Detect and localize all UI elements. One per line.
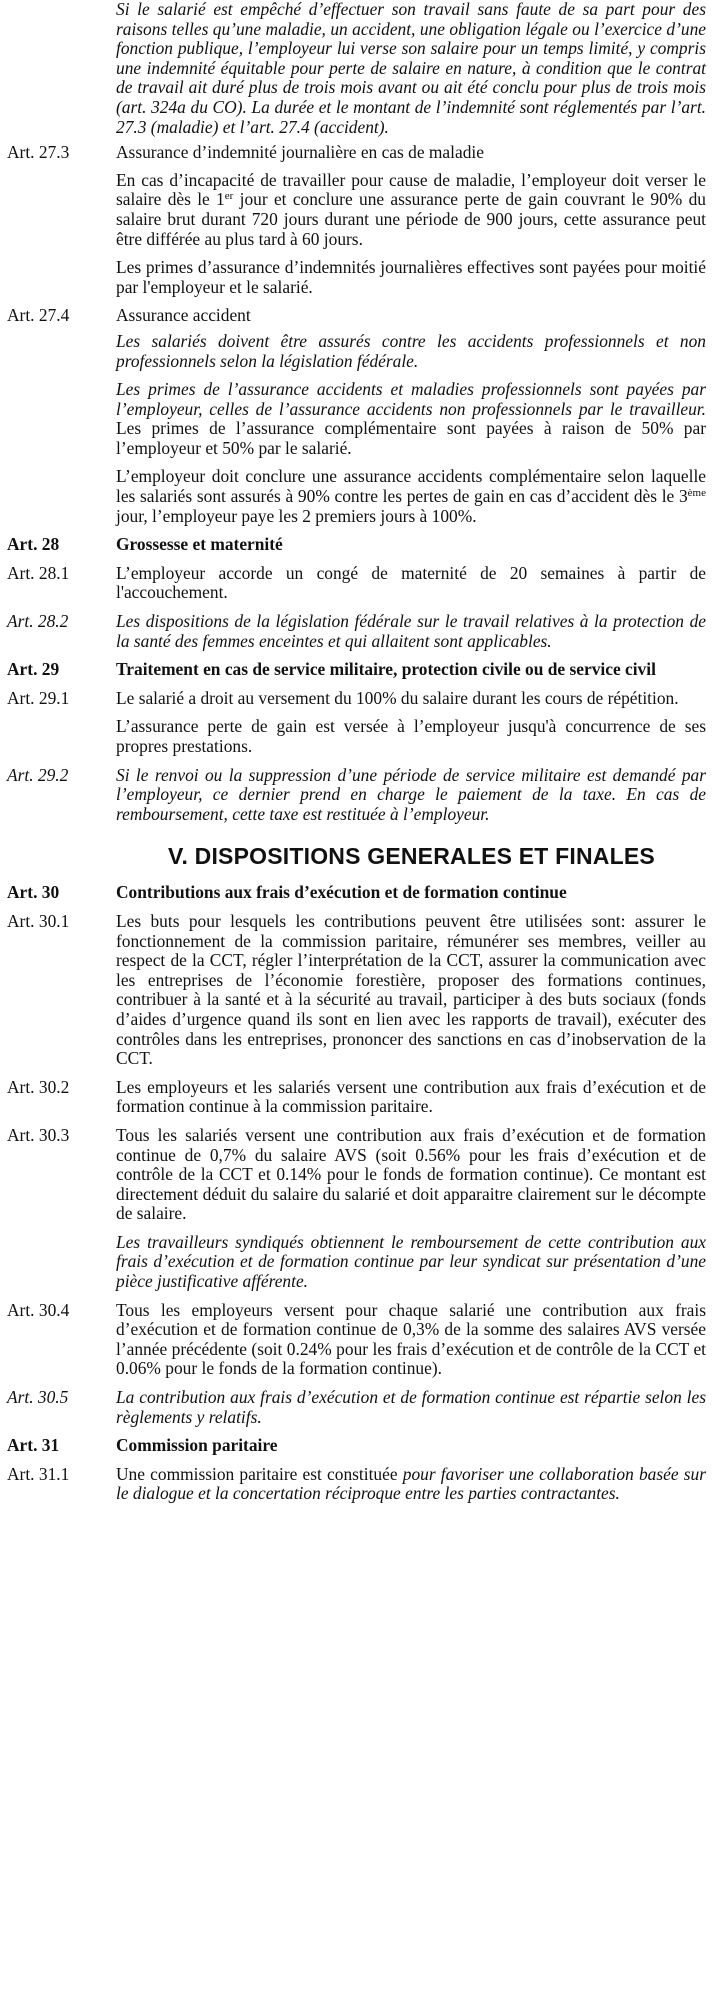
text-part: Les primes de l’assurance complémentaire sont payées à raison de 50% par l’employeur et 50% par le salarié. xyxy=(116,418,706,458)
article-title: Grossesse et maternité xyxy=(116,534,283,555)
article-title: Contributions aux frais d’exécution et de formation continue xyxy=(116,882,567,903)
article-paragraph: Tous les salariés versent une contribution aux frais d’exécution et de formation continue de 0,7% du salaire AVS (soit 0.56% pour les frais d’exécution et de contrôle de la CCT et 0.14% pour le fonds de formation continue). Ce montant est directement déduit du salaire du salarié et doit apparaitre clairement sur le décompte de salaire. xyxy=(116,1124,706,1224)
article-31-1 xyxy=(0,1465,713,1504)
article-paragraph xyxy=(116,467,706,526)
text-part: Les primes de l’assurance accidents et maladies professionnels sont payées par l’employeur, celles de l’assurance accidents non professionnels par le travailleur. xyxy=(116,379,706,419)
article-number: Art. 30.1 xyxy=(7,910,70,931)
article-paragraph: Les travailleurs syndiqués obtiennent le remboursement de cette contribution aux frais d’exécution et de formation continue par leur syndicat sur présentation d’une pièce justificative afférente. xyxy=(116,1231,706,1292)
article-paragraph: Les buts pour lesquels les contributions peuvent être utilisées sont: assurer le fonctionnement de la commission paritaire, rémunérer ses membres, veiller au respect de la CCT, régler l’interprétation de la CCT, assurer la communication avec les entreprises de l’économie forestière, proposer des formations continues, contribuer à la santé et à la sécurité au travail, participer à des buts sociaux (fonds d’aides d’urgence quand ils sont en lien avec les rapports de travail), exécuter des contrôles dans les entreprises, prononcer des sanctions en cas d’inobservation de la CCT. xyxy=(116,910,706,1069)
article-number: Art. 29.2 xyxy=(7,764,69,785)
text-part: Une commission paritaire est constituée xyxy=(116,1463,403,1484)
article-paragraph: Les dispositions de la législation fédérale sur le travail relatives à la protection de la santé des femmes enceintes et qui allaitent sont applicables. xyxy=(116,611,706,651)
article-number: Art. 28 xyxy=(7,534,60,555)
article-29-1 xyxy=(0,689,713,757)
article-number: Art. 28.2 xyxy=(7,611,69,632)
article-title: Assurance d’indemnité journalière en cas de maladie xyxy=(116,142,484,163)
article-29 xyxy=(0,660,713,680)
intro-block xyxy=(0,0,713,137)
article-number: Art. 29 xyxy=(7,659,60,680)
article-paragraph: Le salarié a droit au versement du 100% du salaire durant les cours de répétition. xyxy=(116,687,679,708)
section-heading: V. DISPOSITIONS GENERALES ET FINALES xyxy=(168,843,655,870)
article-30 xyxy=(0,883,713,903)
article-27-4 xyxy=(0,306,713,526)
text-part: L’employeur doit conclure une assurance accidents complémentaire selon laquelle les salariés sont assurés à 90% contre les pertes de gain en cas d’accident dès le 3 xyxy=(116,466,706,507)
article-paragraph: Si le renvoi ou la suppression d’une période de service militaire est demandé par l’employeur, ce dernier prend en charge le paiement de la taxe. En cas de remboursement, cette taxe est restituée à l’employeur. xyxy=(116,764,706,824)
article-28-1 xyxy=(0,564,713,603)
article-number: Art. 31.1 xyxy=(7,1463,70,1484)
article-number: Art. 30.3 xyxy=(7,1124,70,1145)
article-number: Art. 30.2 xyxy=(7,1076,70,1097)
article-title: Commission paritaire xyxy=(116,1435,278,1456)
article-paragraph xyxy=(116,1465,706,1504)
article-number: Art. 30.4 xyxy=(7,1299,70,1320)
article-30-4 xyxy=(0,1301,713,1379)
article-paragraph xyxy=(116,380,706,458)
article-paragraph: L’employeur accorde un congé de maternité de 20 semaines à partir de l'accouchement. xyxy=(116,562,706,603)
article-30-3 xyxy=(0,1126,713,1292)
article-paragraph: Les primes d’assurance d’indemnités journalières effectives sont payées pour moitié par l'employeur et le salarié. xyxy=(116,257,706,297)
article-number: Art. 29.1 xyxy=(7,687,70,708)
article-28 xyxy=(0,535,713,555)
article-number: Art. 31 xyxy=(7,1435,60,1456)
article-paragraph: Les salariés doivent être assurés contre les accidents professionnels et non professionnels selon la législation fédérale. xyxy=(116,330,706,371)
text-part: jour et conclure une assurance perte de gain couvrant le 90% du salaire brut durant 720 jours durant une période de 900 jours, cette assurance peut être différée au plus tard à 60 jours. xyxy=(116,189,706,249)
article-number: Art. 27.4 xyxy=(7,305,70,326)
article-30-2 xyxy=(0,1078,713,1117)
article-number: Art. 30 xyxy=(7,882,60,903)
article-30-5 xyxy=(0,1388,713,1427)
article-title: Traitement en cas de service militaire, protection civile ou de service civil xyxy=(116,659,656,680)
article-number: Art. 30.5 xyxy=(7,1387,69,1408)
article-paragraph: L’assurance perte de gain est versée à l’employeur jusqu'à concurrence de ses propres prestations. xyxy=(116,716,706,756)
article-paragraph: La contribution aux frais d’exécution et de formation continue est répartie selon les règlements y relatifs. xyxy=(116,1387,706,1427)
article-30-1 xyxy=(0,912,713,1069)
article-paragraph: Les employeurs et les salariés versent une contribution aux frais d’exécution et de formation continue à la commission paritaire. xyxy=(116,1076,706,1117)
text-part: jour, l’employeur paye les 2 premiers jours à 100%. xyxy=(116,505,477,526)
article-number: Art. 27.3 xyxy=(7,142,70,163)
superscript: ème xyxy=(687,487,706,500)
article-number: Art. 28.1 xyxy=(7,562,70,583)
article-paragraph xyxy=(116,171,706,249)
article-28-2 xyxy=(0,612,713,651)
article-paragraph: Tous les employeurs versent pour chaque salarié une contribution aux frais d’exécution et de formation continue de 0,3% de la somme des salaires AVS versée l’année précédente (soit 0.24% pour les frais d’exécution et de contrôle de la CCT et 0.06% pour le fonds de la formation continue). xyxy=(116,1299,706,1379)
article-29-2 xyxy=(0,766,713,825)
article-31 xyxy=(0,1436,713,1456)
superscript: er xyxy=(224,190,234,203)
text-part: En cas d’incapacité de travailler pour cause de maladie, l’employeur doit verser le salaire dès le 1 xyxy=(116,169,706,210)
article-title: Assurance accident xyxy=(116,305,251,326)
article-27-3 xyxy=(0,143,713,297)
intro-paragraph: Si le salarié est empêché d’effectuer son travail sans faute de sa part pour des raisons telles qu’une maladie, un accident, une obligation légale ou l’exercice d’une fonction publique, l’employeur lui verse son salaire pour un temps limité, y compris une indemnité équitable pour perte de salaire en nature, à condition que le contrat de travail ait duré plus de trois mois avant ou ait été conclu pour plus de trois mois (art. 324a du CO). La durée et le montant de l’indemnité sont réglementés par l’art. 27.3 (maladie) et l’art. 27.4 (accident). xyxy=(116,0,706,137)
text-part: pour favoriser une collaboration basée sur le dialogue et la concertation réciproque entre les parties contractantes. xyxy=(116,1463,706,1504)
